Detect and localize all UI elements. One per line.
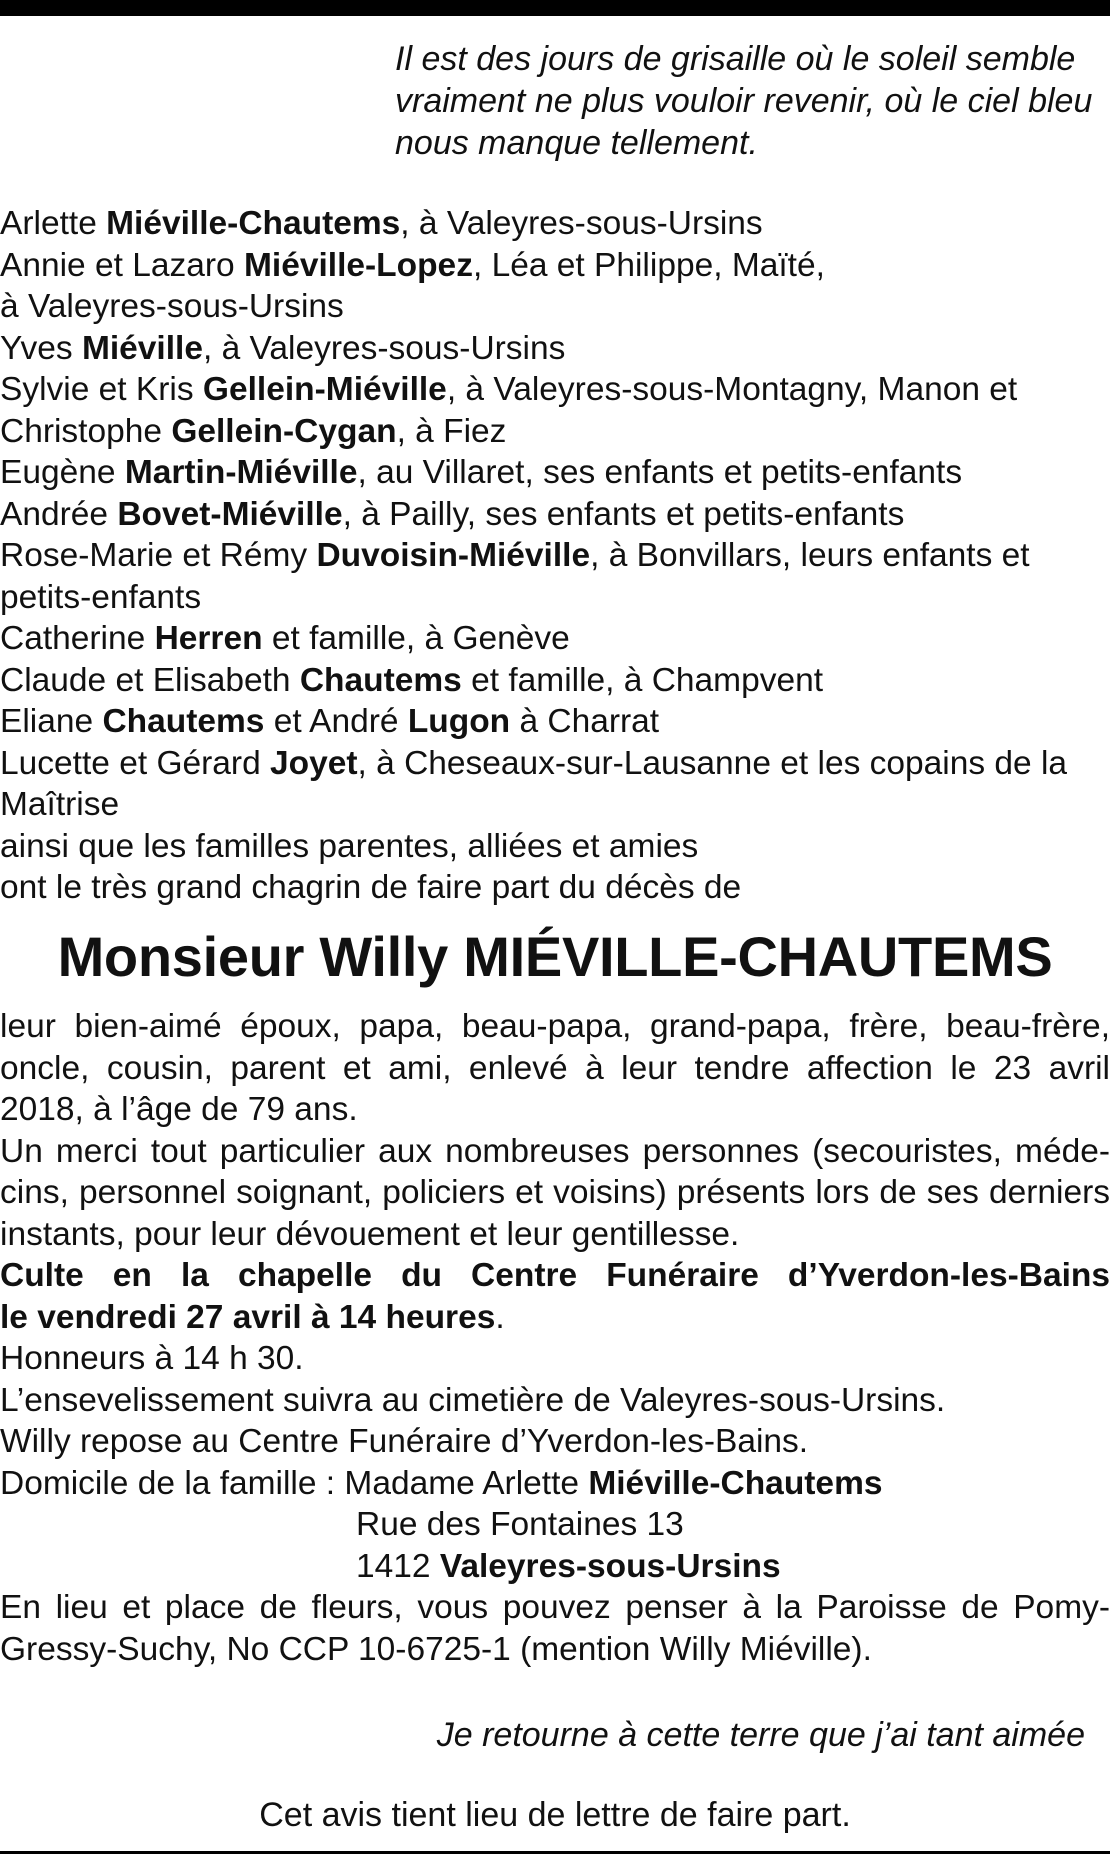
thanks-line: Un merci tout particulier aux nombreuses personnes (secouristes, méde- bbox=[0, 1132, 1110, 1170]
family-line: Andrée Bovet-Miéville, à Pailly, ses enfants et petits-enfants bbox=[0, 495, 905, 533]
family-line: Eugène Martin-Miéville, au Villaret, ses enfants et petits-enfants bbox=[0, 454, 963, 491]
donation-line: Gressy-Suchy, No CCP 10-6725-1 (mention Willy Miéville). bbox=[0, 1630, 872, 1668]
ceremony-line: Culte en la chapelle du Centre Funéraire d’Yverdon-les-Bains bbox=[0, 1257, 1110, 1294]
family-line: à Valeyres-sous-Ursins bbox=[0, 288, 344, 325]
tribute-line: 2018, à l’âge de 79 ans. bbox=[0, 1091, 358, 1128]
family-line: petits-enfants bbox=[0, 578, 202, 616]
family-line: Eliane Chautems et André Lugon à Charrat bbox=[0, 703, 660, 740]
tribute-line: leur bien-aimé époux, papa, beau-papa, grand-papa, frère, beau-frère, bbox=[0, 1008, 1110, 1045]
quote-line: Il est des jours de grisaille où le soleil semble bbox=[395, 40, 1076, 78]
family-line: Rose-Marie et Rémy Duvoisin-Miéville, à Bonvillars, leurs enfants et bbox=[0, 537, 1030, 574]
family-line: Yves Miéville, à Valeyres-sous-Ursins bbox=[0, 329, 566, 367]
top-border bbox=[0, 0, 1110, 16]
rest-line: Willy repose au Centre Funéraire d’Yverdon-les-Bains. bbox=[0, 1423, 809, 1460]
footer-note: Cet avis tient lieu de lettre de faire part. bbox=[259, 1796, 851, 1834]
domicile-line: Domicile de la famille : Madame Arlette Miéville-Chautems bbox=[0, 1464, 883, 1502]
ceremony-date: le vendredi 27 avril à 14 heures. bbox=[0, 1298, 505, 1336]
burial-line: L’ensevelissement suivra au cimetière de Valeyres-sous-Ursins. bbox=[0, 1381, 946, 1419]
family-line: Arlette Miéville-Chautems, à Valeyres-sous-Ursins bbox=[0, 205, 763, 242]
honours-line: Honneurs à 14 h 30. bbox=[0, 1340, 304, 1377]
tribute-line: oncle, cousin, parent et ami, enlevé à leur tendre affection le 23 avril bbox=[0, 1049, 1110, 1087]
family-line: ainsi que les familles parentes, alliées et amies bbox=[0, 827, 699, 865]
address-city: 1412 Valeyres-sous-Ursins bbox=[356, 1547, 781, 1585]
notice-details bbox=[0, 1006, 1110, 1670]
thanks-line: instants, pour leur dévouement et leur gentillesse. bbox=[0, 1215, 740, 1253]
thanks-line: cins, personnel soignant, policiers et voisins) présents lors de ses derniers bbox=[0, 1174, 1110, 1211]
address-street: Rue des Fontaines 13 bbox=[356, 1506, 684, 1543]
family-line: Lucette et Gérard Joyet, à Cheseaux-sur-Lausanne et les copains de la bbox=[0, 744, 1068, 782]
donation-line: En lieu et place de fleurs, vous pouvez penser à la Paroisse de Pomy- bbox=[0, 1589, 1110, 1626]
opening-quote bbox=[395, 38, 1095, 164]
quote-line: vraiment ne plus vouloir revenir, où le ciel bleu bbox=[395, 82, 1093, 120]
deceased-name: Monsieur Willy MIÉVILLE-CHAUTEMS bbox=[57, 925, 1053, 988]
family-line: Maîtrise bbox=[0, 786, 120, 823]
closing-quote: Je retourne à cette terre que j’ai tant aimée bbox=[436, 1716, 1085, 1754]
family-list bbox=[0, 203, 1110, 909]
quote-line: nous manque tellement. bbox=[395, 124, 758, 162]
family-line: ont le très grand chagrin de faire part du décès de bbox=[0, 869, 742, 906]
bottom-border bbox=[0, 1851, 1110, 1854]
family-line: Annie et Lazaro Miéville-Lopez, Léa et Philippe, Maïté, bbox=[0, 246, 825, 284]
family-line: Catherine Herren et famille, à Genève bbox=[0, 620, 570, 657]
family-line: Christophe Gellein-Cygan, à Fiez bbox=[0, 412, 507, 450]
family-line: Claude et Elisabeth Chautems et famille, à Champvent bbox=[0, 661, 824, 699]
family-line: Sylvie et Kris Gellein-Miéville, à Valeyres-sous-Montagny, Manon et bbox=[0, 371, 1018, 408]
